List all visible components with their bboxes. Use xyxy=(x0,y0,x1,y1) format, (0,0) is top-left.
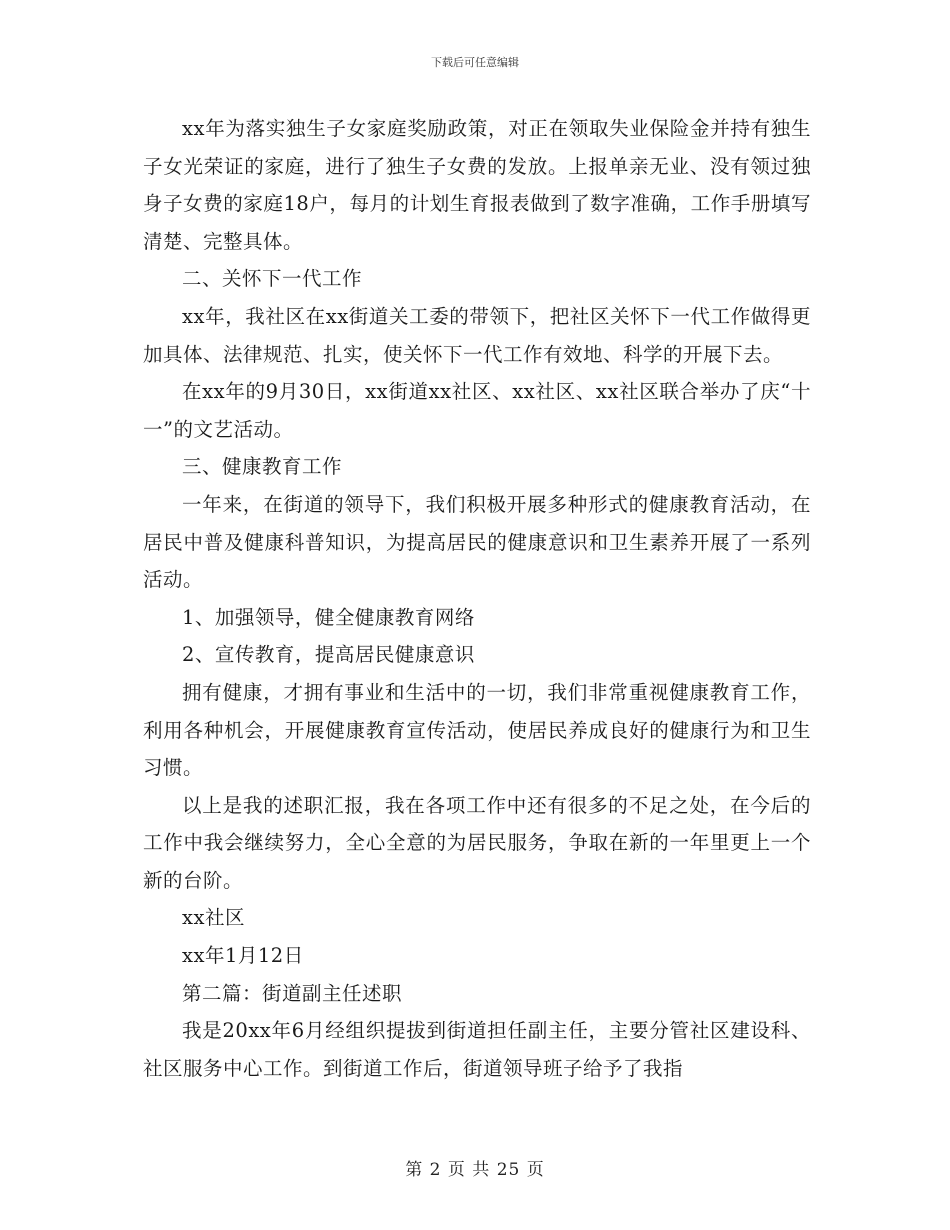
paragraph: 以上是我的述职汇报，我在各项工作中还有很多的不足之处，在今后的工作中我会继续努力，全心全意的为居民服务，争取在新的一年里更上一个新的台阶。 xyxy=(143,793,811,892)
signature-date: xx年1月12日 xyxy=(182,944,304,968)
paragraph: xx年，我社区在xx街道关工委的带领下，把社区关怀下一代工作做得更加具体、法律规范、扎实，使关怀下一代工作有效地、科学的开展下去。 xyxy=(143,304,811,366)
document-body xyxy=(143,110,811,1087)
section-heading: 三、健康教育工作 xyxy=(182,455,343,479)
signature-organization: xx社区 xyxy=(182,906,245,930)
header-note: 下载后可任意编辑 xyxy=(431,56,519,69)
paragraph: 一年来，在街道的领导下，我们积极开展多种形式的健康教育活动，在居民中普及健康科普知识，为提高居民的健康意识和卫生素养开展了一系列活动。 xyxy=(143,492,811,592)
page-number-footer: 第 2 页 共 25 页 xyxy=(405,1160,545,1180)
paragraph: xx年为落实独生子女家庭奖励政策，对正在领取失业保险金并持有独生子女光荣证的家庭，进行了独生子女费的发放。上报单亲无业、没有领过独身子女费的家庭18户，每月的计划生育报表做到了数字准确，工作手册填写清楚、完整具体。 xyxy=(143,117,811,253)
list-item: 2、宣传教育，提高居民健康意识 xyxy=(182,643,475,667)
chapter-title: 第二篇：街道副主任述职 xyxy=(182,981,403,1005)
paragraph: 我是20xx年6月经组织提拔到街道担任副主任，主要分管社区建设科、社区服务中心工作。到街道工作后，街道领导班子给予了我指 xyxy=(143,1019,811,1080)
paragraph: 在xx年的9月30日，xx街道xx社区、xx社区、xx社区联合举办了庆“十一”的文艺活动。 xyxy=(143,380,811,441)
list-item: 1、加强领导，健全健康教育网络 xyxy=(182,605,475,629)
section-heading: 二、关怀下一代工作 xyxy=(182,267,363,291)
paragraph: 拥有健康，才拥有事业和生活中的一切，我们非常重视健康教育工作，利用各种机会，开展健康教育宣传活动，使居民养成良好的健康行为和卫生习惯。 xyxy=(143,680,811,780)
